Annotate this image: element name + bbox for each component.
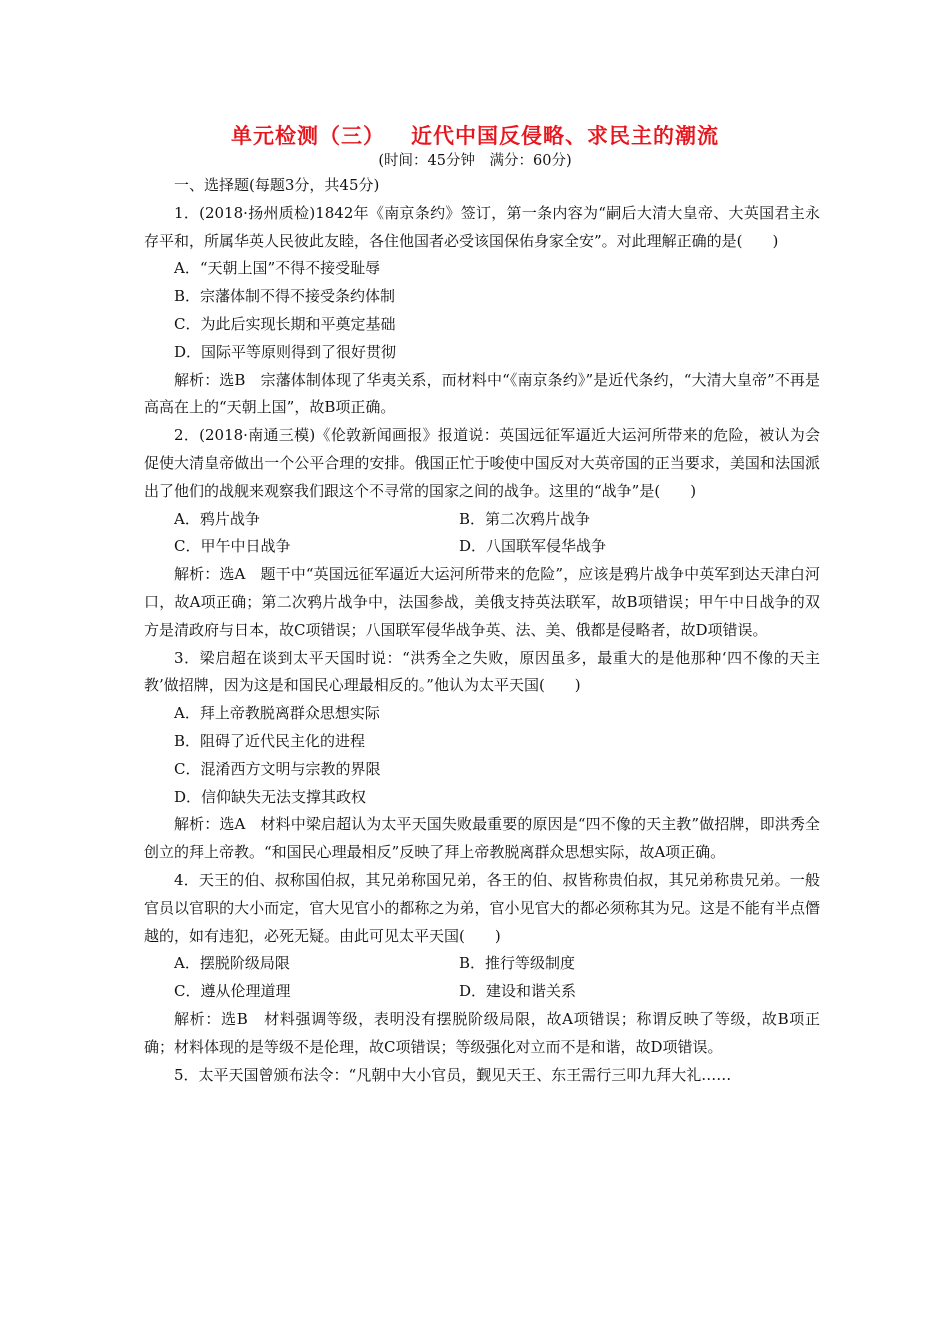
question-4-options-row-1	[144, 950, 820, 978]
question-4-option-b: B．推行等级制度	[459, 954, 576, 973]
title-topic: 近代中国反侵略、求民主的潮流	[411, 124, 719, 148]
section-heading: 一、选择题(每题3分，共45分)	[174, 176, 380, 194]
question-2-option-b: B．第二次鸦片战争	[459, 509, 591, 528]
question-2-analysis: 解析：选A 题干中“英国远征军逼近大运河所带来的危险”，应该是鸦片战争中英军到达天津白河口，故A项正确；第二次鸦片战争中，法国参战，美俄支持英法联军，故B项错误；甲午中日战争的双方是清政府与日本，故C项错误；八国联军侵华战争英、法、美、俄都是侵略者，故D项错误。	[144, 565, 820, 639]
exam-info: (时间：45分钟 满分：60分)	[378, 153, 572, 169]
question-1-analysis: 解析：选B 宗藩体制体现了华夷关系，而材料中“《南京条约》”是近代条约，“大清大皇帝”不再是高高在上的“天朝上国”，故B项正确。	[144, 370, 820, 417]
question-4-option-d: D．建设和谐关系	[459, 982, 577, 1001]
question-4-option-a: A．摆脱阶级局限	[174, 954, 290, 973]
question-2-options-row-1	[144, 506, 820, 534]
question-3-option-d: D．信仰缺失无法支撑其政权	[174, 787, 367, 806]
question-5-stem: 5．太平天国曾颁布法令：“凡朝中大小官员，觐见天王、东王需行三叩九拜大礼……	[174, 1065, 732, 1084]
page-title	[0, 120, 950, 150]
question-2-stem: 2．(2018·南通三模)《伦敦新闻画报》报道说：英国远征军逼近大运河所带来的危险，被认为会促使大清皇帝做出一个公平合理的安排。俄国正忙于唆使中国反对大英帝国的正当要求，美国和法国派出了他们的战舰来观察我们跟这个不寻常的国家之间的战争。这里的“战争”是( )	[144, 426, 820, 500]
question-3-option-c: C．混淆西方文明与宗教的界限	[174, 759, 381, 778]
title-unit: 单元检测（三）	[231, 124, 385, 148]
question-3-option-b: B．阻碍了近代民主化的进程	[174, 731, 366, 750]
question-1-option-c: C．为此后实现长期和平奠定基础	[174, 314, 396, 333]
question-3-option-a: A．拜上帝教脱离群众思想实际	[174, 704, 380, 723]
question-4-stem: 4．天王的伯、叔称国伯叔，其兄弟称国兄弟，各王的伯、叔皆称贵伯叔，其兄弟称贵兄弟。一般官员以官职的大小而定，官大见官小的都称之为弟，官小见官大的都必须称其为兄。这是不能有半点僭越的，如有违犯，必死无疑。由此可见太平天国( )	[144, 870, 820, 945]
question-2-options-row-2	[144, 533, 820, 561]
question-2-option-d: D．八国联军侵华战争	[459, 537, 607, 556]
question-4-options-row-2	[144, 978, 820, 1006]
question-1-option-b: B．宗藩体制不得不接受条约体制	[174, 287, 396, 306]
question-3-analysis: 解析：选A 材料中梁启超认为太平天国失败最重要的原因是“四不像的天主教”做招牌，即洪秀全创立的拜上帝教。“和国民心理最相反”反映了拜上帝教脱离群众思想实际，故A项正确。	[144, 815, 820, 862]
question-4-analysis: 解析：选B 材料强调等级，表明没有摆脱阶级局限，故A项错误；称谓反映了等级，故B项正确；材料体现的是等级不是伦理，故C项错误；等级强化对立而不是和谐，故D项错误。	[144, 1009, 820, 1056]
question-2-option-a: A．鸦片战争	[174, 509, 260, 528]
question-2-option-c: C．甲午中日战争	[174, 537, 291, 556]
exam-body	[144, 172, 820, 1089]
question-1-option-a: A．“天朝上国”不得不接受耻辱	[174, 259, 381, 278]
question-4-option-c: C．遵从伦理道理	[174, 982, 291, 1001]
question-3-stem: 3．梁启超在谈到太平天国时说：“洪秀全之失败，原因虽多，最重大的是他那种‘四不像的天主教’做招牌，因为这是和国民心理最相反的。”他认为太平天国( )	[144, 648, 820, 695]
question-1-stem: 1．(2018·扬州质检)1842年《南京条约》签订，第一条内容为“嗣后大清大皇帝、大英国君主永存平和，所属华英人民彼此友睦，各住他国者必受该国保佑身家全安”。对此理解正确的是( )	[144, 203, 820, 250]
question-1-option-d: D．国际平等原则得到了很好贯彻	[174, 342, 397, 361]
